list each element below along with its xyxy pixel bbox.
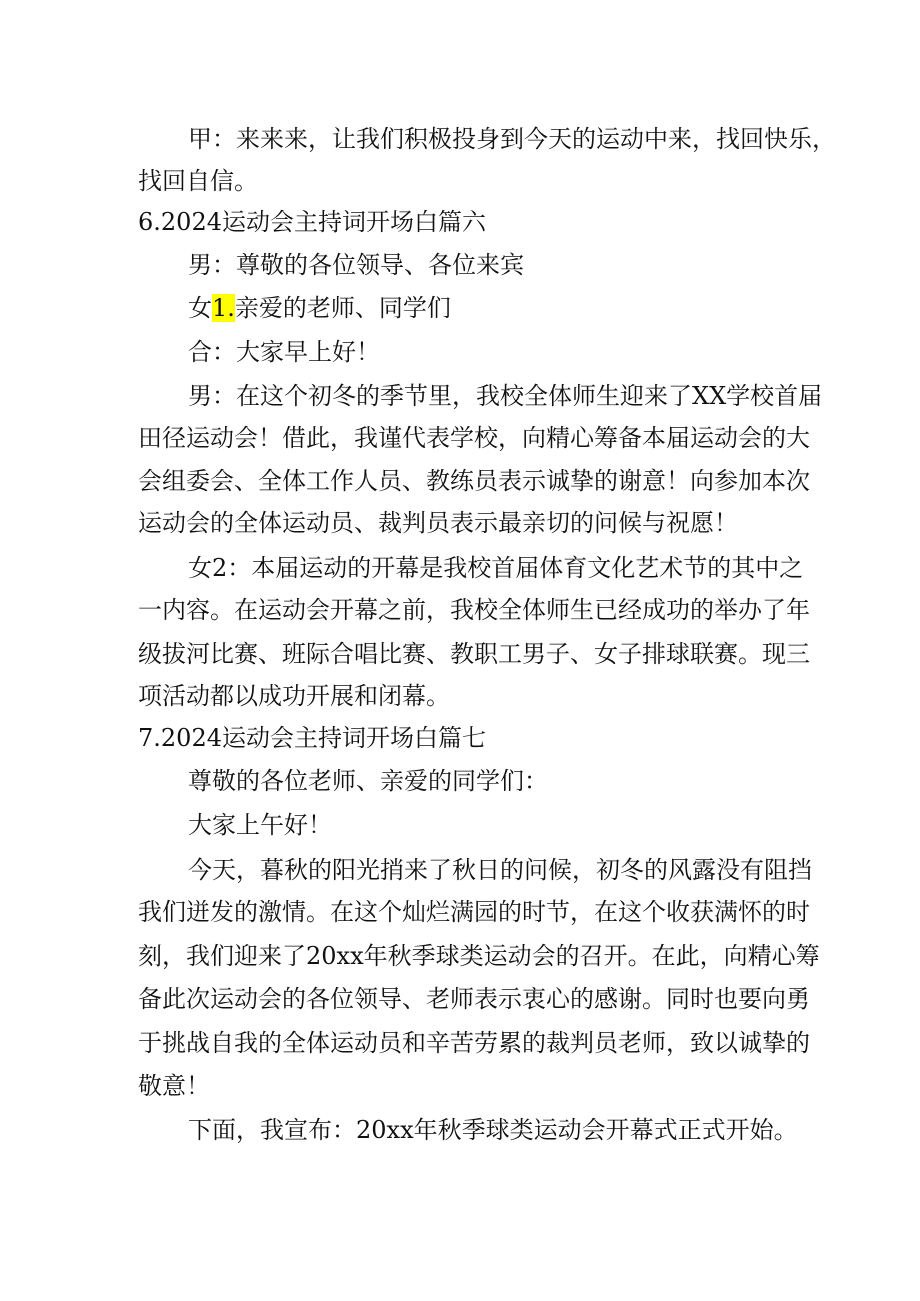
section-heading: 6.2024运动会主持词开场白篇六 — [138, 208, 486, 236]
paragraph-line: 于挑战自我的全体运动员和辛苦劳累的裁判员老师，致以诚挚的 — [138, 1029, 810, 1057]
paragraph-line: 女2：本届运动的开幕是我校首届体育文化艺术节的其中之 — [188, 554, 804, 582]
paragraph-text: 亲爱的老师、同学们 — [234, 294, 451, 322]
paragraph-line: 刻，我们迎来了20xx年秋季球类运动会的召开。在此，向精心筹 — [138, 942, 820, 970]
paragraph-line: 男：尊敬的各位领导、各位来宾 — [188, 251, 524, 279]
paragraph-line: 运动会的全体运动员、裁判员表示最亲切的问候与祝愿！ — [138, 509, 738, 537]
paragraph-line: 备此次运动会的各位领导、老师表示衷心的感谢。同时也要向勇 — [138, 985, 810, 1013]
paragraph-line: 田径运动会！借此，我谨代表学校，向精心筹备本届运动会的大 — [138, 424, 810, 452]
paragraph-line: 我们迸发的激情。在这个灿烂满园的时节，在这个收获满怀的时 — [138, 898, 810, 926]
paragraph-line: 今天，暮秋的阳光捎来了秋日的问候，初冬的风露没有阻挡 — [188, 856, 812, 884]
speaker-label: 女 — [188, 294, 212, 322]
paragraph-line: 一内容。在运动会开幕之前，我校全体师生已经成功的举办了年 — [138, 596, 810, 624]
paragraph-line: 大家上午好！ — [188, 811, 332, 839]
section-heading: 7.2024运动会主持词开场白篇七 — [138, 724, 486, 752]
paragraph-line: 敬意！ — [138, 1072, 210, 1100]
paragraph-line: 合：大家早上好！ — [188, 338, 380, 366]
paragraph-line: 项活动都以成功开展和闭幕。 — [138, 682, 450, 710]
paragraph-line: 级拔河比赛、班际合唱比赛、教职工男子、女子排球联赛。现三 — [138, 640, 810, 668]
highlight-mark: 1. — [212, 294, 235, 322]
paragraph-line — [188, 293, 451, 323]
paragraph-line: 下面，我宣布：20xx年秋季球类运动会开幕式正式开始。 — [188, 1116, 798, 1144]
paragraph-line: 男：在这个初冬的季节里，我校全体师生迎来了XX学校首届 — [188, 382, 823, 410]
paragraph-line: 尊敬的各位老师、亲爱的同学们： — [188, 767, 548, 795]
paragraph-line: 找回自信。 — [138, 167, 258, 195]
paragraph-line: 甲：来来来，让我们积极投身到今天的运动中来，找回快乐， — [188, 125, 836, 153]
paragraph-line: 会组委会、全体工作人员、教练员表示诚挚的谢意！向参加本次 — [138, 467, 810, 495]
